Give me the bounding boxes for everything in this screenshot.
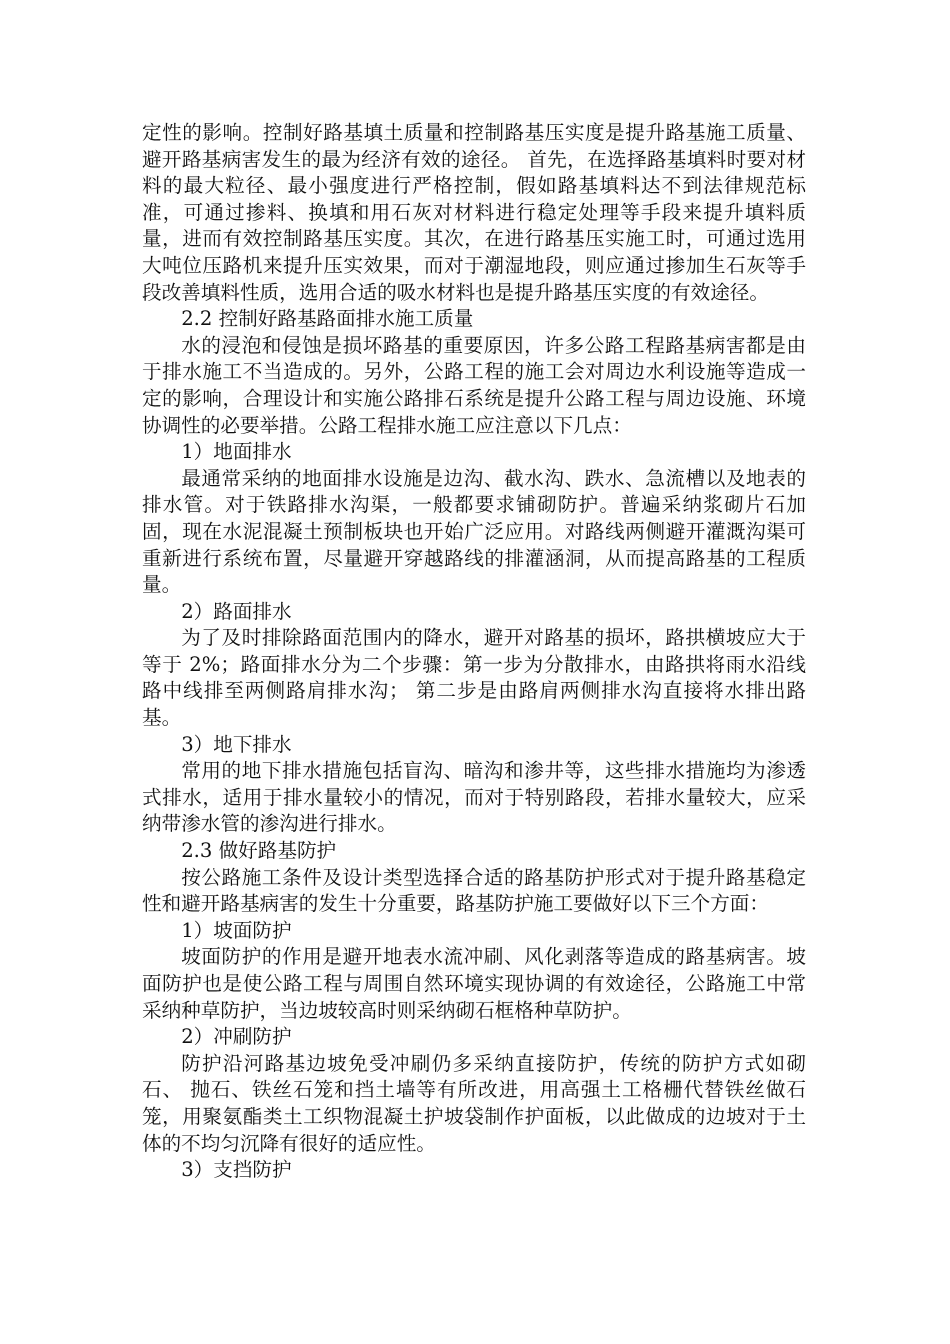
- subheading-underground-drainage: 3）地下排水: [181, 732, 292, 756]
- paragraph-scour-protection: 防护沿河路基边坡免受冲刷仍多采纳直接防护，传统的防护方式如砌石、 抛石、铁丝石笼和挡土墙等有所改进，用高强土工格栅代替铁丝做石笼，用聚氨酯类土工织物混凝土护坡袋制作护面板，以此做成的边坡对于土体的不均匀沉降有很好的适应性。: [142, 1051, 806, 1155]
- paragraph-underground-drainage: 常用的地下排水措施包括盲沟、暗沟和渗井等，这些排水措施均为渗透式排水，适用于排水量较小的情况，而对于特别路段，若排水量较大，应采纳带渗水管的渗沟进行排水。: [142, 759, 806, 836]
- paragraph-compaction: 定性的影响。控制好路基填土质量和控制路基压实度是提升路基施工质量、避开路基病害发生的最为经济有效的途径。 首先，在选择路基填料时要对材料的最大粒径、最小强度进行严格控制，假如路基填料达不到法律规范标准，可通过掺料、换填和用石灰对材料进行稳定处理等手段来提升填料质量，进而有效控制路基压实度。其次，在进行路基压实施工时，可通过选用大吨位压路机来提升压实效果，而对于潮湿地段，则应通过掺加生石灰等手段改善填料性质，选用合适的吸水材料也是提升路基压实度的有效途径。: [142, 121, 806, 304]
- paragraph-protection-intro: 按公路施工条件及设计类型选择合适的路基防护形式对于提升路基稳定性和避开路基病害的发生十分重要，路基防护施工要做好以下三个方面：: [142, 865, 806, 916]
- paragraph-surface-drainage: 最通常采纳的地面排水设施是边沟、截水沟、跌水、急流槽以及地表的排水管。对于铁路排水沟渠，一般都要求铺砌防护。普遍采纳浆砌片石加固，现在水泥混凝土预制板块也开始广泛应用。对路线两侧避开灌溉沟渠可重新进行系统布置，尽量避开穿越路线的排灌涵洞，从而提高路基的工程质量。: [142, 466, 806, 597]
- subheading-retaining-protection: 3）支挡防护: [181, 1158, 292, 1182]
- section-heading-2-3: 2.3 做好路基防护: [181, 839, 337, 863]
- subheading-slope-protection: 1）坡面防护: [181, 918, 292, 942]
- paragraph-drainage-intro: 水的浸泡和侵蚀是损坏路基的重要原因，许多公路工程路基病害都是由于排水施工不当造成的。另外，公路工程的施工会对周边水利设施等造成一定的影响，合理设计和实施公路排石系统是提升公路工程与周边设施、环境协调性的必要举措。公路工程排水施工应注意以下几点：: [142, 333, 806, 437]
- paragraph-pavement-drainage: 为了及时排除路面范围内的降水，避开对路基的损坏，路拱横坡应大于等于 2%；路面排水分为二个步骤：第一步为分散排水，由路拱将雨水沿线路中线排至两侧路肩排水沟； 第二步是由路肩两侧排水沟直接将水排出路基。: [142, 626, 806, 730]
- section-heading-2-2: 2.2 控制好路基路面排水施工质量: [181, 307, 474, 331]
- paragraph-slope-protection: 坡面防护的作用是避开地表水流冲刷、风化剥落等造成的路基病害。坡面防护也是使公路工程与周围自然环境实现协调的有效途径，公路施工中常采纳种草防护，当边坡较高时则采纳砌石框格种草防护。: [142, 945, 806, 1022]
- subheading-surface-drainage: 1）地面排水: [181, 440, 292, 464]
- document-page: [142, 120, 806, 1184]
- subheading-pavement-drainage: 2）路面排水: [181, 599, 292, 623]
- subheading-scour-protection: 2）冲刷防护: [181, 1025, 292, 1049]
